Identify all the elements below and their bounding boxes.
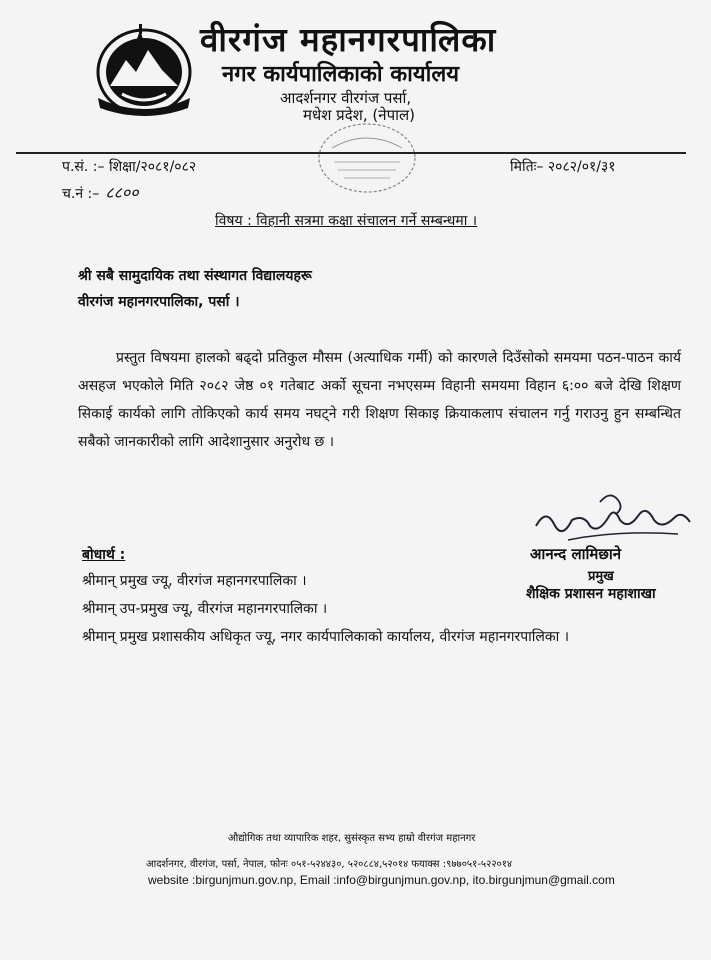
letter-date — [510, 157, 616, 176]
signatory-department: शैक्षिक प्रशासन महाशाखा — [526, 586, 656, 602]
recipient-line-2: वीरगंज महानगरपालिका, पर्सा । — [78, 294, 240, 310]
letter-subject: विषय : विहानी सत्रमा कक्षा संचालन गर्ने सम्बन्धमा । — [215, 213, 478, 229]
footer-web: website :birgunjmun.gov.np, Email :info@birgunjmun.gov.np, ito.birgunjmun@gmail.com — [148, 873, 615, 887]
signatory-title: प्रमुख — [588, 569, 614, 584]
reference-label: प.सं. :– — [62, 159, 105, 175]
address-line-2: मधेश प्रदेश, (नेपाल) — [303, 106, 416, 124]
cc-item: श्रीमान् उप-प्रमुख ज्यू, वीरगंज महानगरपालिका । — [82, 601, 328, 617]
signatory-name: आनन्द लामिछाने — [530, 545, 622, 563]
cc-item: श्रीमान् प्रमुख ज्यू, वीरगंज महानगरपालिका । — [82, 573, 307, 589]
dispatch-label: च.नं :– — [62, 186, 100, 202]
letter-body: प्रस्तुत विषयमा हालको बढ्दो प्रतिकुल मौसम (अत्याधिक गर्मी) को कारणले दिउँसोको समयमा पठन-पाठन कार्य असहज भएकोले मिति २०८२ जेष्ठ ०१ गतेबाट अर्को सूचना नभएसम्म विहानी समयमा विहान ६:०० बजे देखि शिक्षण सिकाई कार्यको लागि तोकिएको कार्य समय नघट्ने गरी शिक्षण सिकाइ क्रियाकलाप संचालन गर्नु गराउनु हुन सम्बन्धित सबैको जानकारीको लागि आदेशानुसार अनुरोध छ । — [78, 350, 681, 450]
date-label: मितिः– — [510, 159, 544, 175]
footer-tagline: औद्योगिक तथा व्यापारिक शहर, सुसंस्कृत सभ्य हाम्रो वीरगंज महानगर — [228, 833, 476, 844]
address-line-1: आदर्शनगर वीरगंज पर्सा, — [280, 89, 412, 107]
cc-label: बोधार्थ : — [82, 547, 126, 563]
reference-value: शिक्षा/२०८१/०८२ — [108, 159, 197, 175]
footer-contact: आदर्शनगर, वीरगंज, पर्सा, नेपाल, फोनः ०५१-५२४४३०, ५२०८८४,५२०१४ फयाक्स :९७७०५१-५२२०१४ — [146, 859, 513, 870]
date-value: २०८२/०१/३१ — [547, 159, 616, 175]
dispatch-number — [62, 181, 139, 203]
nepal-government-emblem-icon — [92, 20, 196, 118]
dispatch-value: ८८०० — [105, 183, 139, 202]
reference-number — [62, 157, 196, 176]
recipient-line-1: श्री सबै सामुदायिक तथा संस्थागत विद्यालयहरू — [78, 268, 312, 284]
cc-item: श्रीमान् प्रमुख प्रशासकीय अधिकृत ज्यू, नगर कार्यपालिकाको कार्यालय, वीरगंज महानगरपालिका । — [82, 629, 570, 645]
office-title: नगर कार्यपालिकाको कार्यालय — [222, 62, 459, 87]
office-stamp-icon — [312, 118, 422, 196]
municipality-title: वीरगंज महानगरपालिका — [200, 20, 497, 59]
